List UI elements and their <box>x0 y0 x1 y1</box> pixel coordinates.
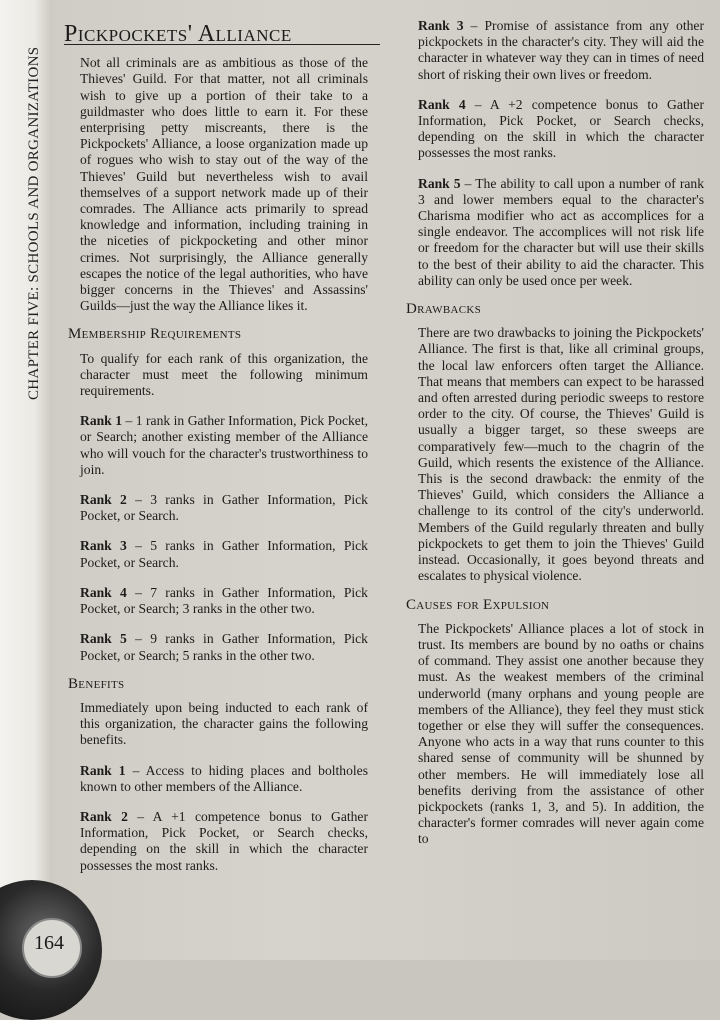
membership-rank-3: Rank 3 – 5 ranks in Gather Information, Pick Pocket, or Search. <box>80 538 368 570</box>
right-column <box>406 18 704 848</box>
expulsion-paragraph: The Pickpockets' Alliance places a lot of stock in trust. Its members are bound by no oaths or chains of command. They assist one another because they must. As the weakest members of the criminal underworld (many orphans and young people are members of the Alliance), they feel they must stick together or else they will suffer the consequences. Anyone who acts in a way that runs counter to this shared sense of community will be shunned by other members. He will immediately lose all benefits deriving from the assistance of other pickpockets (ranks 1, 3, and 5). In addition, the character's former comrades will never again come to <box>418 620 704 847</box>
article-title: Pickpockets' Alliance <box>64 26 380 45</box>
left-column <box>64 21 368 874</box>
drawbacks-heading: Drawbacks <box>406 301 481 318</box>
membership-intro: To qualify for each rank of this organization, the character must meet the following minimum requirements. <box>80 350 368 399</box>
benefit-rank-4: Rank 4 – A +2 competence bonus to Gather Information, Pick Pocket, or Search checks, depending on the skill in which the character possesses the most ranks. <box>418 96 704 161</box>
intro-paragraph: Not all criminals are as ambitious as those of the Thieves' Guild. For that matter, not all criminals wish to give up a portion of their take to a guildmaster who does little to earn it. For these enterprising petty miscreants, there is the Pickpockets' Alliance, a loose organization made up of rogues who wish to stay out of the way of the Thieves' Guild but nevertheless wish to avail themselves of a support network made up of their comrades. The Alliance acts primarily to spread knowledge and information, including training in the niceties of pickpocketing and other minor crimes. Not surprisingly, the Alliance generally escapes the notice of the legal authorities, who have bigger concerns in the Thieves' and Assassins' Guilds—just the way the Alliance likes it. <box>80 55 368 314</box>
chapter-label: CHAPTER FIVE: SCHOOLS AND ORGANIZATIONS <box>26 46 42 400</box>
benefit-rank-5: Rank 5 – The ability to call upon a number of rank 3 and lower members equal to the character's Charisma modifier who act as accomplices for a single endeavor. The accomplices will not risk life or freedom for the character but will use their skills to the best of their ability to aid the character. This ability can only be used once per week. <box>418 175 704 288</box>
page-number: 164 <box>34 932 64 954</box>
benefits-intro: Immediately upon being inducted to each rank of this organization, the character gains the following benefits. <box>80 699 368 748</box>
benefit-rank-2: Rank 2 – A +1 competence bonus to Gather Information, Pick Pocket, or Search checks, depending on the skill in which the character possesses the most ranks. <box>80 808 368 873</box>
benefit-rank-3: Rank 3 – Promise of assistance from any other pickpockets in the character's city. They will aid the character in whatever way they can in times of need short of risking their own lives or freedom. <box>418 18 704 82</box>
membership-rank-5: Rank 5 – 9 ranks in Gather Information, Pick Pocket, or Search; 5 ranks in the other two. <box>80 631 368 663</box>
drawbacks-paragraph: There are two drawbacks to joining the Pickpockets' Alliance. The first is that, like all criminal groups, the local law enforcers often target the Alliance. That means that members can expect to be harassed and often arrested during periodic sweeps to restore order to the city. Of course, the Thieves' Guild is usually a bigger target, so these sweeps are comparatively few—much to the chagrin of the Guild, which resents the existence of the Alliance. This is the second drawback: the enmity of the Thieves' Guild, which considers the Alliance a challenge to its control of the city's underworld. Members of the Guild regularly threaten and bully pickpockets to get them to join the Thieves' Guild instead. Occasionally, it goes beyond threats and escalates to physical violence. <box>418 325 704 584</box>
benefit-rank-1: Rank 1 – Access to hiding places and boltholes known to other members of the Alliance. <box>80 762 368 794</box>
benefits-heading: Benefits <box>68 675 125 692</box>
membership-heading: Membership Requirements <box>68 326 242 343</box>
membership-rank-4: Rank 4 – 7 ranks in Gather Information, Pick Pocket, or Search; 3 ranks in the other two. <box>80 584 368 617</box>
membership-rank-2: Rank 2 – 3 ranks in Gather Information, Pick Pocket, or Search. <box>80 492 368 524</box>
membership-rank-1: Rank 1 – 1 rank in Gather Information, Pick Pocket, or Search; another existing member of the Alliance who will vouch for the character's trustworthiness to join. <box>80 413 368 477</box>
expulsion-heading: Causes for Expulsion <box>406 596 550 613</box>
